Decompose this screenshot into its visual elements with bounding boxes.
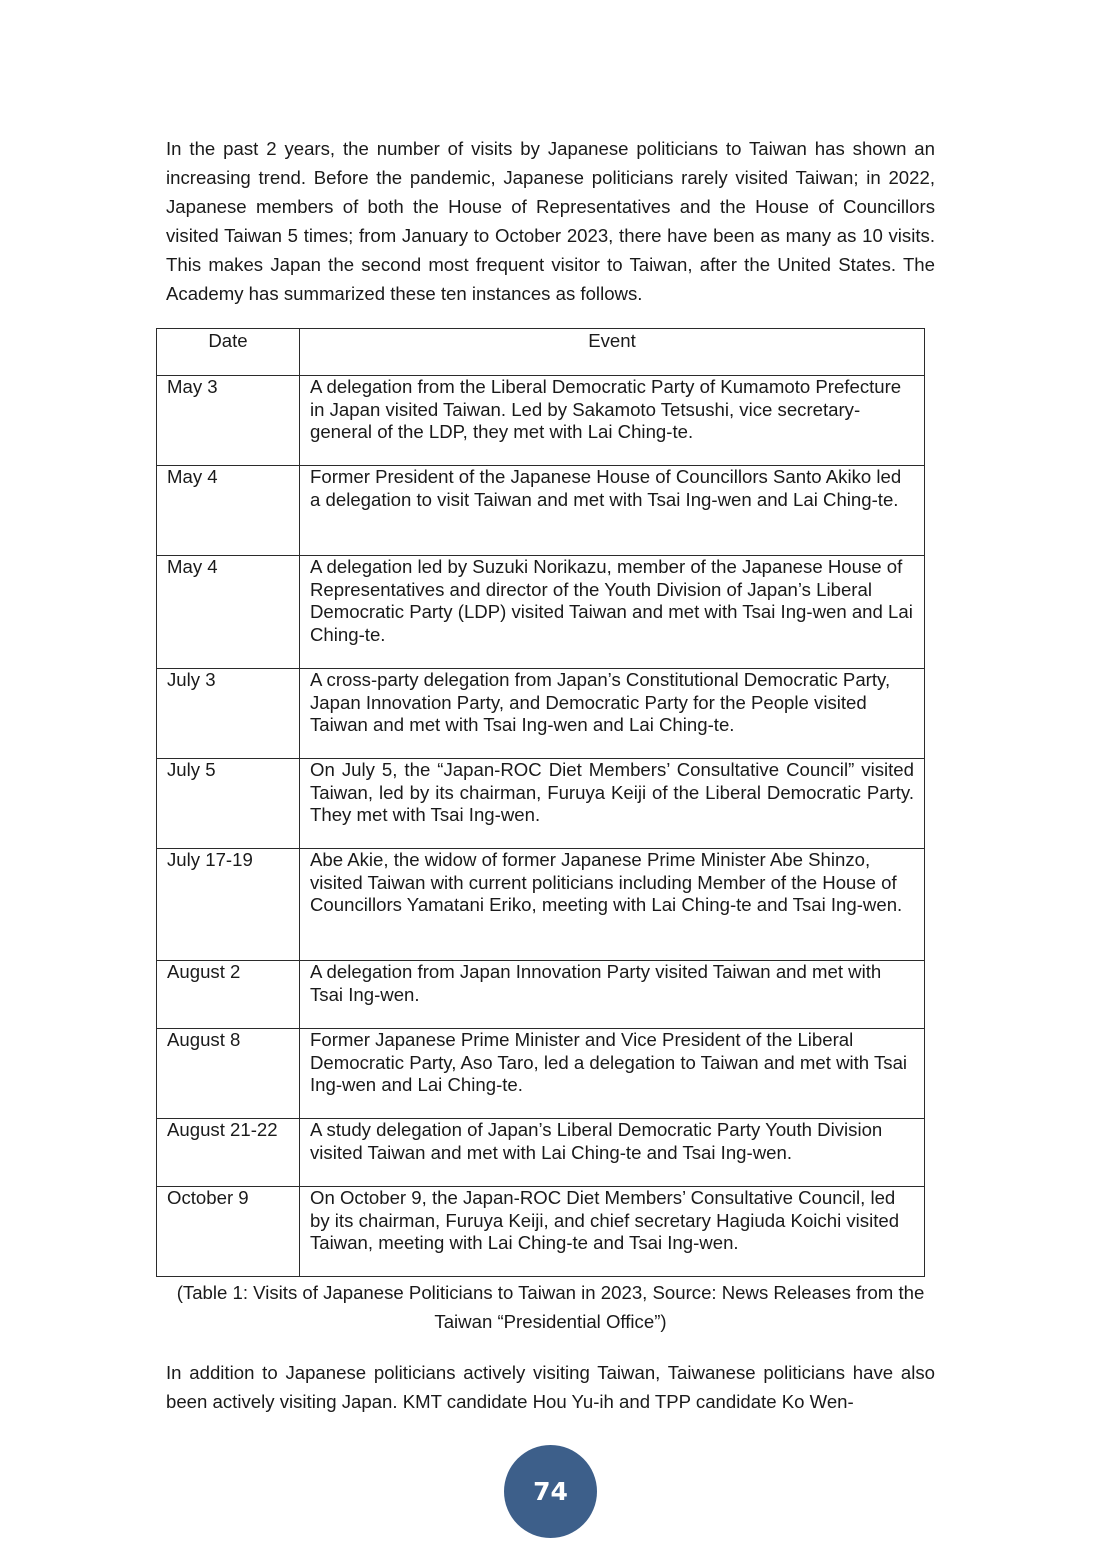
date-column-header: Date xyxy=(157,329,300,376)
date-cell: August 21-22 xyxy=(157,1119,300,1187)
date-cell: May 3 xyxy=(157,376,300,466)
closing-paragraph: In addition to Japanese politicians actively visiting Taiwan, Taiwanese politicians have also been actively visiting Japan. KMT candidate Hou Yu-ih and TPP candidate Ko Wen- xyxy=(166,1362,935,1412)
table-row xyxy=(157,1119,925,1187)
event-cell: A delegation led by Suzuki Norikazu, member of the Japanese House of Representatives and director of the Youth Division of Japan’s Liberal Democratic Party (LDP) visited Taiwan and met with Tsai Ing-wen and Lai Ching-te. xyxy=(300,556,925,669)
table-header-row xyxy=(157,329,925,376)
event-cell: A delegation from Japan Innovation Party visited Taiwan and met with Tsai Ing-wen. xyxy=(300,961,925,1029)
intro-paragraph: In the past 2 years, the number of visits by Japanese politicians to Taiwan has shown an increasing trend. Before the pandemic, Japanese politicians rarely visited Taiwan; in 2022, Japanese members of both the House of Representatives and the House of Councillors visited Taiwan 5 times; from January to October 2023, there have been as many as 10 visits. This makes Japan the second most frequent visitor to Taiwan, after the United States. The Academy has summarized these ten instances as follows. xyxy=(166,138,935,304)
page-number: 74 xyxy=(533,1477,568,1506)
table-row xyxy=(157,961,925,1029)
table-row xyxy=(157,669,925,759)
event-cell: On July 5, the “Japan-ROC Diet Members’ Consultative Council” visited Taiwan, led by its chairman, Furuya Keiji of the Liberal Democratic Party. They met with Tsai Ing-wen. xyxy=(300,759,925,849)
table-row xyxy=(157,376,925,466)
date-cell: August 2 xyxy=(157,961,300,1029)
table-row xyxy=(157,556,925,669)
event-cell: Former President of the Japanese House of Councillors Santo Akiko led a delegation to visit Taiwan and met with Tsai Ing-wen and Lai Ching-te. xyxy=(300,466,925,556)
event-cell: Former Japanese Prime Minister and Vice President of the Liberal Democratic Party, Aso Taro, led a delegation to Taiwan and met with Tsai Ing-wen and Lai Ching-te. xyxy=(300,1029,925,1119)
date-cell: July 3 xyxy=(157,669,300,759)
date-cell: October 9 xyxy=(157,1187,300,1277)
event-column-header: Event xyxy=(300,329,925,376)
table-caption: (Table 1: Visits of Japanese Politicians to Taiwan in 2023, Source: News Releases from the Taiwan “Presidential Office”) xyxy=(176,1282,925,1332)
page-number-badge xyxy=(504,1445,597,1538)
date-cell: May 4 xyxy=(157,466,300,556)
table-row xyxy=(157,849,925,961)
event-cell: A delegation from the Liberal Democratic Party of Kumamoto Prefecture in Japan visited Taiwan. Led by Sakamoto Tetsushi, vice secretary-general of the LDP, they met with Lai Ching-te. xyxy=(300,376,925,466)
table-row xyxy=(157,759,925,849)
date-cell: May 4 xyxy=(157,556,300,669)
event-cell: A study delegation of Japan’s Liberal Democratic Party Youth Division visited Taiwan and met with Lai Ching-te and Tsai Ing-wen. xyxy=(300,1119,925,1187)
table-row xyxy=(157,1029,925,1119)
date-cell: July 5 xyxy=(157,759,300,849)
event-cell: Abe Akie, the widow of former Japanese Prime Minister Abe Shinzo, visited Taiwan with current politicians including Member of the House of Councillors Yamatani Eriko, meeting with Lai Ching-te and Tsai Ing-wen. xyxy=(300,849,925,961)
table-row xyxy=(157,466,925,556)
visits-table xyxy=(156,328,925,1277)
event-cell: On October 9, the Japan-ROC Diet Members’ Consultative Council, led by its chairman, Furuya Keiji, and chief secretary Hagiuda Koichi visited Taiwan, meeting with Lai Ching-te and Tsai Ing-wen. xyxy=(300,1187,925,1277)
table-row xyxy=(157,1187,925,1277)
date-cell: July 17-19 xyxy=(157,849,300,961)
date-cell: August 8 xyxy=(157,1029,300,1119)
event-cell: A cross-party delegation from Japan’s Constitutional Democratic Party, Japan Innovation Party, and Democratic Party for the People visited Taiwan and met with Tsai Ing-wen and Lai Ching-te. xyxy=(300,669,925,759)
